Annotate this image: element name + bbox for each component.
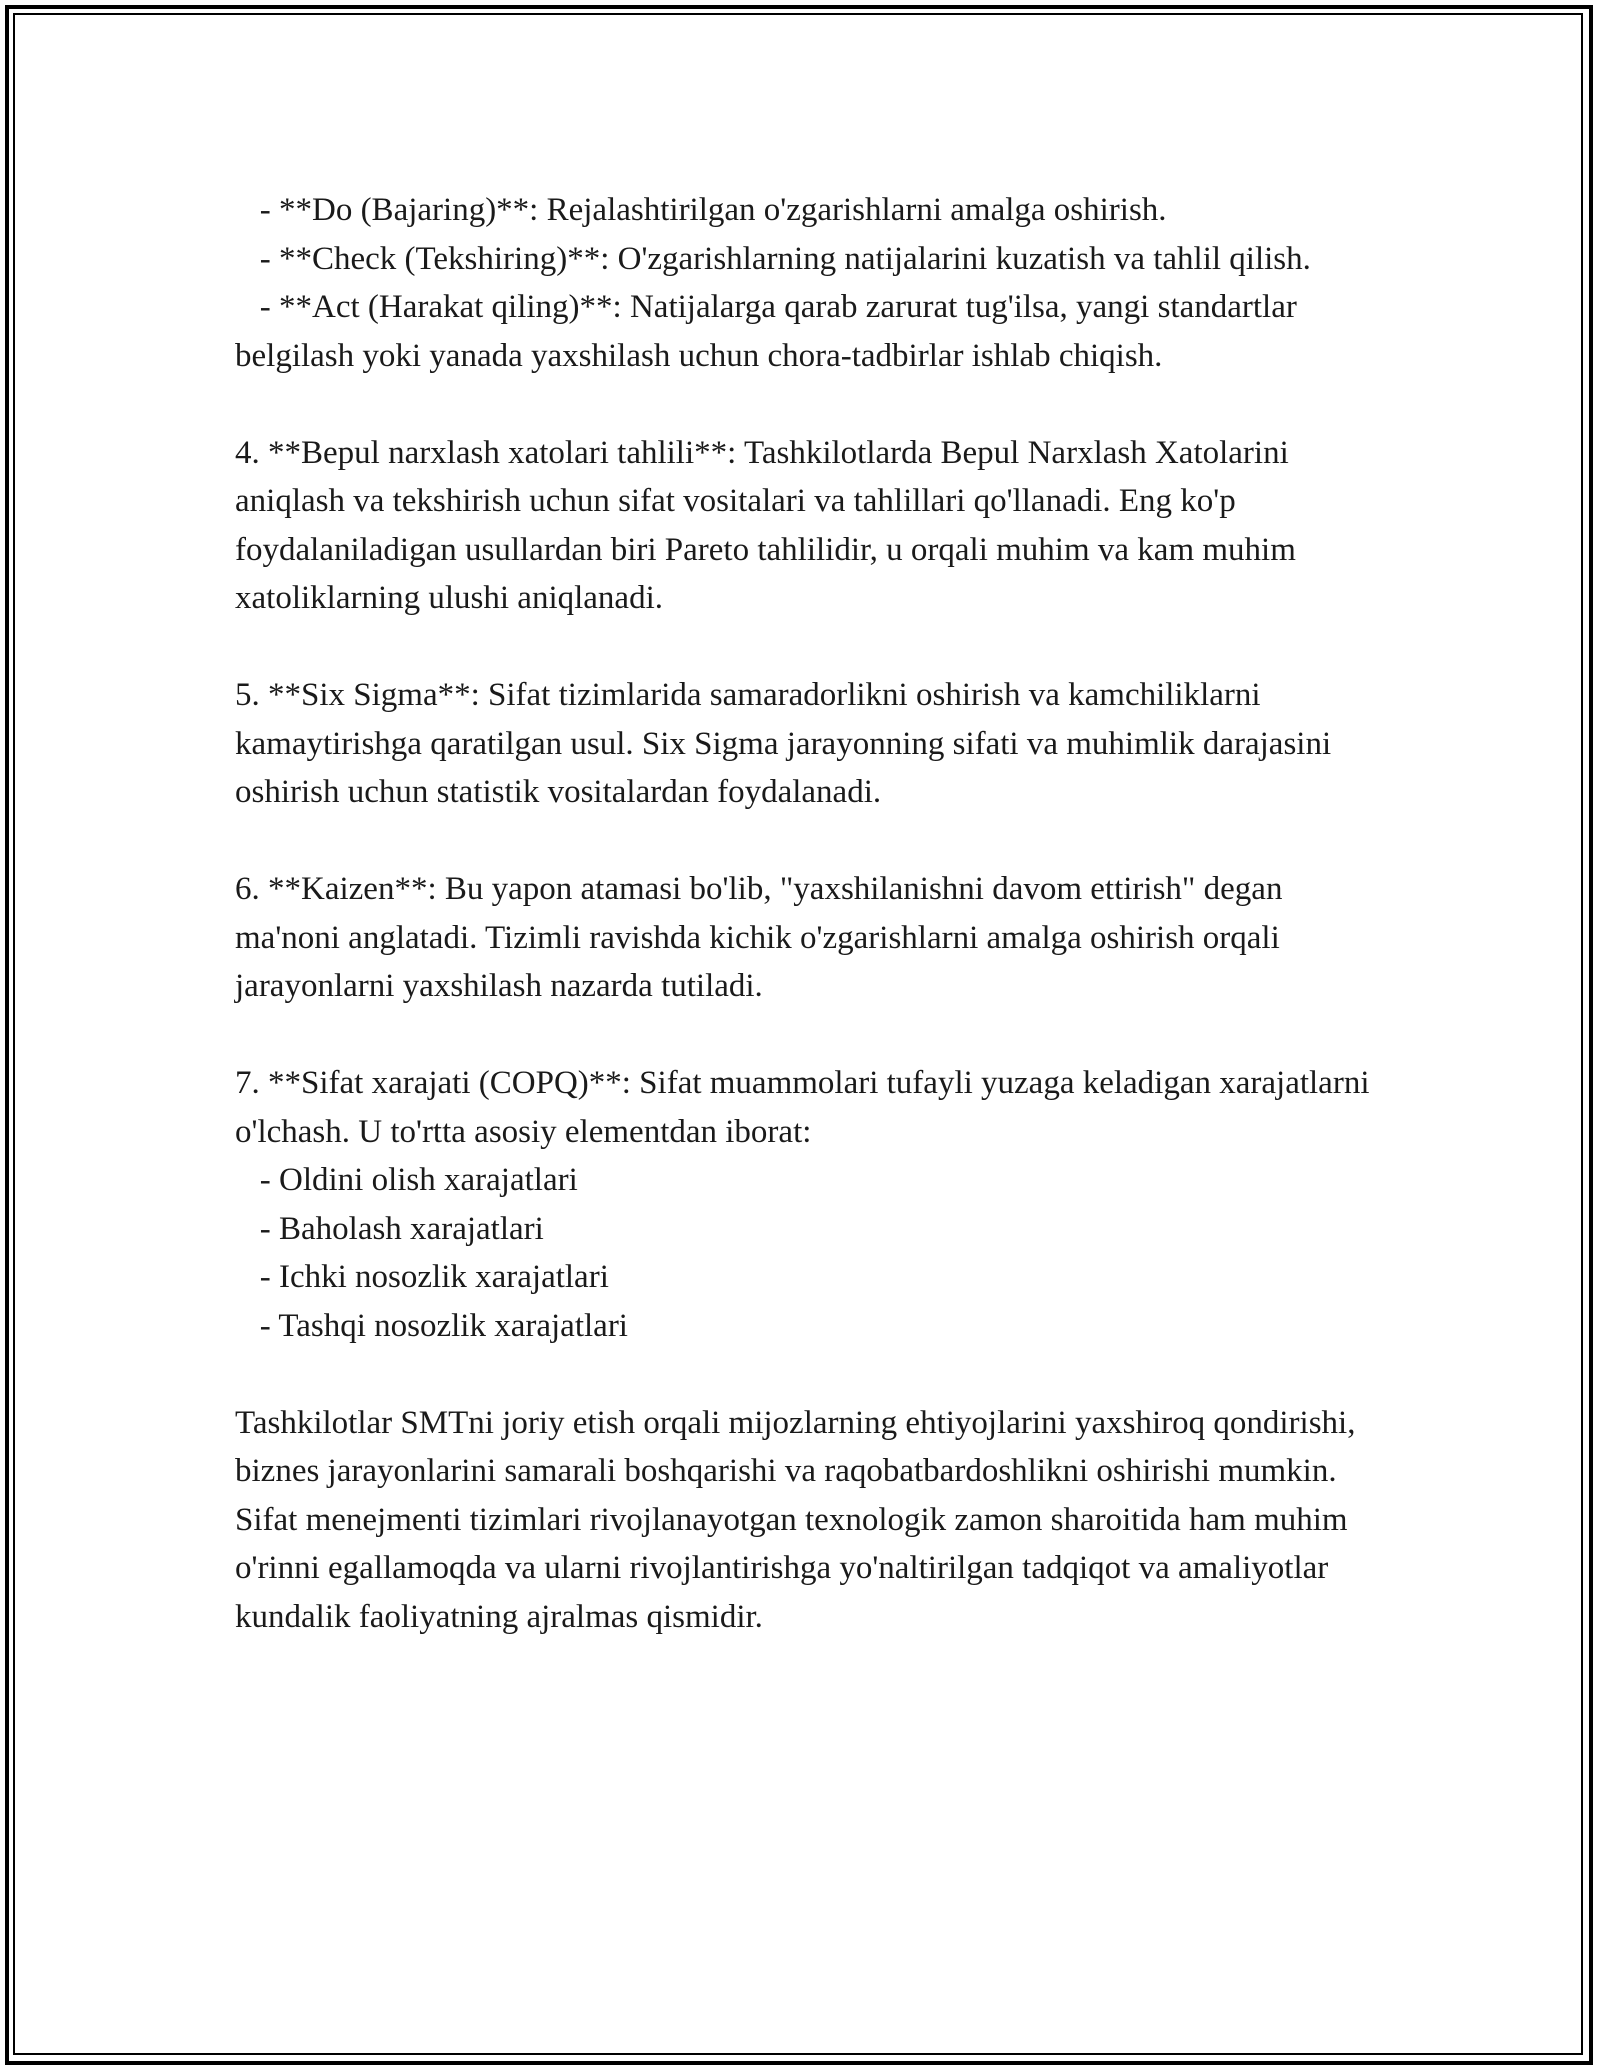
- paragraph-gap: [235, 380, 1380, 429]
- copq-element: - Oldini olish xarajatlari: [235, 1162, 578, 1198]
- paragraph-gap: [235, 623, 1380, 672]
- item-5-paragraph: 5. **Six Sigma**: Sifat tizimlarida samaradorlikni oshirish va kamchiliklarni kamaytirishga qaratilgan usul. Six Sigma jarayonning sifati va muhimlik darajasini oshirish uchun statistik vositalardan foydalanadi.: [235, 677, 1340, 810]
- copq-element: - Ichki nosozlik xarajatlari: [235, 1259, 609, 1295]
- copq-element: - Tashqi nosozlik xarajatlari: [235, 1307, 628, 1344]
- paragraph-gap: [235, 817, 1380, 866]
- item-7-intro: 7. **Sifat xarajati (COPQ)**: Sifat muammolari tufayli yuzaga keladigan xarajatlarni o'lchash. U to'rtta asosiy elementdan iborat:: [235, 1065, 1378, 1150]
- item-6-paragraph: 6. **Kaizen**: Bu yapon atamasi bo'lib, "yaxshilanishni davom ettirish" degan ma'noni anglatadi. Tizimli ravishda kichik o'zgarishlarni amalga oshirish orqali jarayonlarni yaxshilash nazarda tutiladi.: [235, 871, 1291, 1004]
- pdca-do-item: - **Do (Bajaring)**: Rejalashtirilgan o'zgarishlarni amalga oshirish.: [235, 192, 1167, 228]
- item-4-paragraph: 4. **Bepul narxlash xatolari tahlili**: Tashkilotlarda Bepul Narxlash Xatolarini aniqlash va tekshirish uchun sifat vositalari va tahlillari qo'llanadi. Eng ko'p foydalaniladigan usullardan biri Pareto tahlilidir, u orqali muhim va kam muhim xatoliklarning ulushi aniqlanadi.: [235, 434, 1305, 616]
- pdca-act-item: - **Act (Harakat qiling)**: Natijalarga qarab zarurat tug'ilsa, yangi standartlar belgilash yoki yanada yaxshilash uchun chora-tadbirlar ishlab chiqish.: [235, 289, 1306, 374]
- paragraph-gap: [235, 1350, 1380, 1399]
- paragraph-gap: [235, 1011, 1380, 1060]
- pdca-check-item: - **Check (Tekshiring)**: O'zgarishlarning natijalarini kuzatish va tahlil qilish.: [235, 240, 1311, 277]
- document-body: [235, 186, 1380, 1641]
- copq-element: - Baholash xarajatlari: [235, 1210, 544, 1247]
- conclusion-paragraph: Tashkilotlar SMTni joriy etish orqali mijozlarning ehtiyojlarini yaxshiroq qondirishi, biznes jarayonlarini samarali boshqarishi va raqobatbardoshlikni oshirishi mumkin. Sifat menejmenti tizimlari rivojlanayotgan texnologik zamon sharoitida ham muhim o'rinni egallamoqda va ularni rivojlantirishga yo'naltirilgan tadqiqot va amaliyotlar kundalik faoliyatning ajralmas qismidir.: [235, 1404, 1364, 1635]
